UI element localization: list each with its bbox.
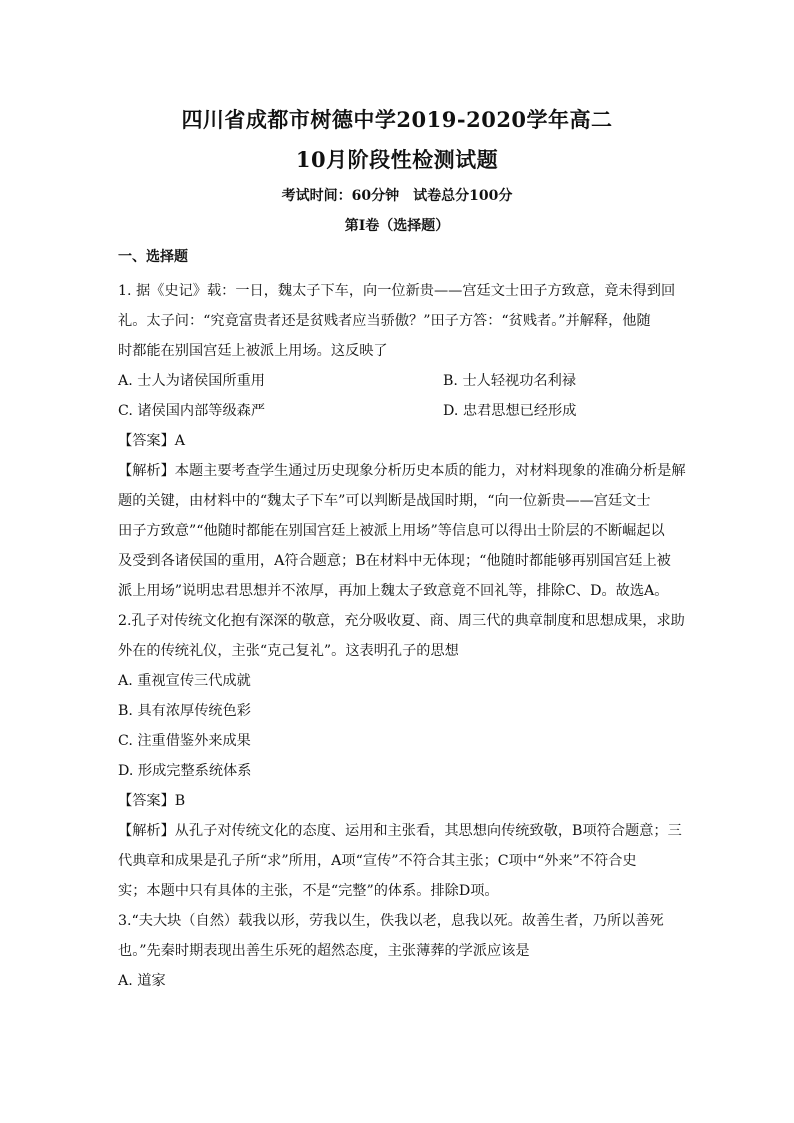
analysis-line: 及受到各诸侯国的重用，A符合题意；B在材料中无体现；“他随时都能够再别国宫廷上被 bbox=[118, 553, 671, 569]
title-line-2: 10月阶段性检测试题 bbox=[295, 147, 499, 172]
analysis-line bbox=[118, 816, 686, 846]
option-b: B. 具有浓厚传统色彩 bbox=[118, 703, 251, 719]
question-1 bbox=[118, 276, 686, 606]
analysis-line: 题的关键，由材料中的“魏太子下车”可以判断是战国时期，“向一位新贵——宫廷文士 bbox=[118, 493, 651, 509]
option-c: C. 诸侯国内部等级森严 bbox=[118, 403, 266, 419]
question-3 bbox=[118, 906, 686, 996]
question-stem-line: 2.孔子对传统文化抱有深深的敬意，充分吸收夏、商、周三代的典章制度和思想成果，求助 bbox=[118, 613, 685, 629]
question-stem-line: 1. 据《史记》载：一日，魏太子下车，向一位新贵——宫廷文士田子方致意，竟未得到回 bbox=[118, 283, 676, 299]
analysis-line bbox=[118, 456, 686, 486]
option-a: A. 道家 bbox=[118, 973, 166, 989]
analysis-label: 【解析】 bbox=[118, 463, 175, 479]
analysis-line: 代典章和成果是孔子所“求”所用，A项“宣传”不符合其主张；C项中“外来”不符合史 bbox=[118, 853, 637, 869]
option-d: D. 忠君思想已经形成 bbox=[443, 403, 577, 419]
options-row bbox=[118, 396, 686, 426]
exam-info: 考试时间：60分钟 试卷总分100分 bbox=[281, 188, 513, 204]
question-stem-line: 3.“夫大块（自然）载我以形，劳我以生，佚我以老，息我以死。故善生者，乃所以善死 bbox=[118, 913, 664, 929]
answer-label: 【答案】 bbox=[118, 433, 175, 449]
question-2 bbox=[118, 606, 686, 906]
analysis-line: 派上用场”说明忠君思想并不浓厚，再加上魏太子致意竟不回礼等，排除C、D。故选A。 bbox=[118, 583, 669, 599]
answer-value: B bbox=[174, 793, 186, 809]
analysis-text: 从孔子对传统文化的态度、运用和主张看，其思想向传统致敬，B项符合题意；三 bbox=[174, 823, 682, 839]
answer-line bbox=[118, 426, 686, 456]
options-row bbox=[118, 366, 686, 396]
option-a: A. 重视宣传三代成就 bbox=[118, 673, 251, 689]
part-heading: 一、选择题 bbox=[118, 249, 188, 265]
option-d: D. 形成完整系统体系 bbox=[118, 763, 252, 779]
section-title: 第Ⅰ卷（选择题） bbox=[344, 218, 450, 234]
option-c: C. 注重借鉴外来成果 bbox=[118, 733, 251, 749]
analysis-line: 田子方致意”“他随时都能在别国宫廷上被派上用场”等信息可以得出士阶层的不断崛起以 bbox=[118, 523, 665, 539]
question-stem-line: 外在的传统礼仪，主张“克己复礼”。这表明孔子的思想 bbox=[118, 643, 459, 659]
option-b: B. 士人轻视功名利禄 bbox=[443, 373, 576, 389]
question-stem-line: 也。”先秦时期表现出善生乐死的超然态度，主张薄葬的学派应该是 bbox=[118, 943, 530, 959]
analysis-text: 本题主要考查学生通过历史现象分析历史本质的能力，对材料现象的准确分析是解 bbox=[174, 463, 686, 479]
title-line-1: 四川省成都市树德中学2019-2020学年高二 bbox=[181, 107, 613, 132]
answer-value: A bbox=[174, 433, 186, 449]
analysis-line: 实；本题中只有具体的主张，不是“完整”的体系。排除D项。 bbox=[118, 883, 499, 899]
question-stem-line: 时都能在别国宫廷上被派上用场。这反映了 bbox=[118, 343, 388, 359]
answer-line bbox=[118, 786, 686, 816]
analysis-label: 【解析】 bbox=[118, 823, 175, 839]
question-stem-line: 礼。太子问：“究竟富贵者还是贫贱者应当骄傲？”田子方答：“贫贱者。”并解释，他随 bbox=[118, 313, 651, 329]
question-list bbox=[118, 276, 686, 996]
option-a: A. 士人为诸侯国所重用 bbox=[118, 373, 265, 389]
answer-label: 【答案】 bbox=[118, 793, 175, 809]
